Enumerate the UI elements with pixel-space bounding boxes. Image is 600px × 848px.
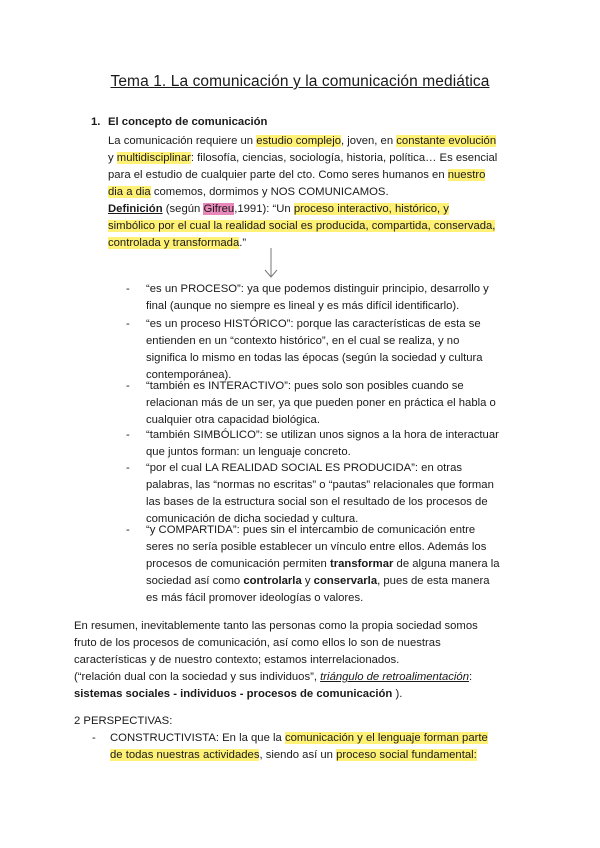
list-item: “es un PROCESO”: ya que podemos distinguir principio, desarrollo y final (aunque no siempre es lineal y es más difícil identificarlo).	[146, 283, 489, 312]
list-item: CONSTRUCTIVISTA: En la que la comunicación y el lenguaje forman parte de todas nuestras actividades, siendo así un proceso social fundamental:	[110, 732, 488, 761]
bullet-dash: -	[126, 380, 130, 392]
section-number: 1.	[91, 116, 101, 128]
bullet-dash: -	[92, 732, 96, 744]
definition-label: Definición	[108, 203, 163, 215]
summary-paragraph: En resumen, inevitablemente tanto las personas como la propia sociedad somos fruto de los procesos de comunicación, así como ellos lo son de nuestras características y de nuestro contexto; estamos interrelacionados. (“relación dual con la sociedad y sus individuos”, triángulo de retroalimentación: sistemas sociales - individuos - procesos de comunicación ).	[74, 620, 478, 700]
intro-line-2: y multidisciplinar: filosofía, ciencias, sociología, historia, política… Es esencial	[108, 152, 498, 164]
page-title: Tema 1. La comunicación y la comunicación mediática	[110, 73, 490, 90]
list-item: “también SIMBÓLICO”: se utilizan unos signos a la hora de interactuar que juntos forman: un lenguaje concreto.	[146, 429, 499, 458]
intro-line-1: La comunicación requiere un estudio complejo, joven, en constante evolución	[108, 135, 497, 147]
list-item: “y COMPARTIDA”: pues sin el intercambio de comunicación entre seres no sería posible establecer un vínculo entre ellos. Además los procesos de comunicación permiten transformar de alguna manera la sociedad así como controlarla y conservarla, pues de esta manera es más fácil promover ideologías o valores.	[146, 524, 500, 604]
intro-line-3: para el estudio de cualquier parte del cto. Como seres humanos en nuestro	[108, 169, 486, 181]
intro-line-4: dia a dia comemos, dormimos y NOS COMUNICAMOS.	[108, 186, 389, 198]
list-item: “es un proceso HISTÓRICO”: porque las características de esta se entienden en un “contexto histórico”, en el cual se realiza, y no significa lo mismo en todas las épocas (según la sociedad y cultura contemporánea).	[146, 318, 483, 381]
bullet-dash: -	[126, 429, 130, 441]
bullet-dash: -	[126, 283, 130, 295]
definition-line-2: simbólico por el cual la realidad social es producida, compartida, conservada,	[108, 220, 496, 232]
bullet-dash: -	[126, 462, 130, 474]
bullet-dash: -	[126, 318, 130, 330]
section-heading: El concepto de comunicación	[108, 116, 268, 128]
definition-line-1: Definición (según Gifreu,1991): “Un proceso interactivo, histórico, y	[108, 203, 449, 215]
author-name: Gifreu	[203, 203, 235, 215]
perspectives-heading: 2 PERSPECTIVAS:	[74, 715, 173, 727]
list-item: “por el cual LA REALIDAD SOCIAL ES PRODUCIDA”: en otras palabras, las “normas no escritas” o “pautas” relacionales que forman las bases de la estructura social son el resultado de los procesos de comunicación de dicha sociedad y cultura.	[146, 462, 494, 525]
definition-line-3: controlada y transformada.”	[108, 237, 247, 249]
down-arrow-icon	[263, 247, 279, 279]
list-item: “también es INTERACTIVO”: pues solo son posibles cuando se relacionan más de un ser, ya que pueden poner en práctica el habla o cualquier otra capacidad biológica.	[146, 380, 496, 426]
bullet-dash: -	[126, 524, 130, 536]
